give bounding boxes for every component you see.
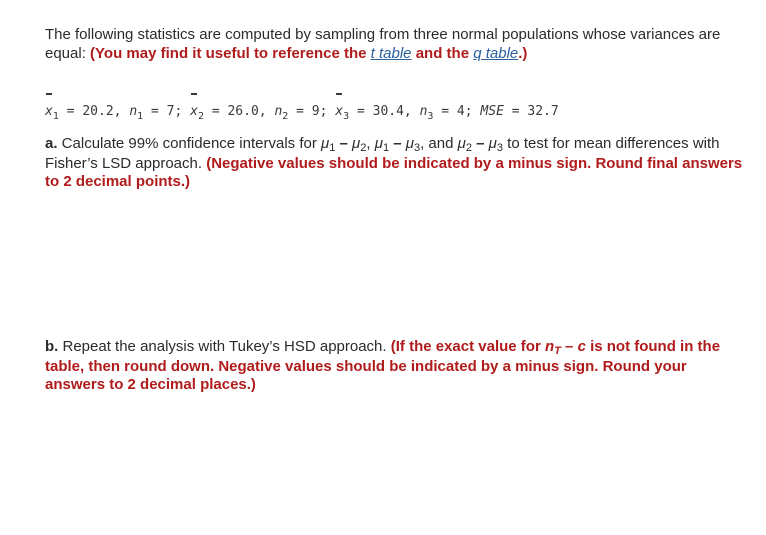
part-a-text1: Calculate 99% confidence intervals for [57,135,321,152]
part-a-question [45,135,745,192]
minus-sign: – [560,338,578,355]
n3-subscript: 3 [427,111,434,122]
part-b-question [45,338,745,395]
minus-sign: – [335,135,353,152]
n1-symbol: n [129,104,138,119]
mu-subscript: 1 [382,142,390,154]
mu-symbol: μ [488,135,497,152]
x2-subscript: 2 [197,111,204,122]
x2-value: = 26.0, [204,104,275,119]
sample-statistics [45,90,745,120]
statistics-row [45,104,559,122]
mse-value: = 32.7 [503,104,559,119]
x3-value: = 30.4, [349,104,420,119]
part-a-instruction: (Negative values should be indicated by a minus sign. Round final answers to 2 decimal points.) [45,154,743,190]
intro-text: The following statistics are computed by sampling from three normal populations whose variances are equal: [45,26,721,62]
mu-symbol: μ [405,135,414,152]
table-reference-instruction [90,45,527,62]
mu-subscript: 2 [360,142,367,154]
instruction-post: .) [518,44,528,62]
x3-subscript: 3 [343,111,350,122]
comma: , [366,135,375,152]
n2-subscript: 2 [282,111,289,122]
part-a-label: a. [45,135,58,152]
nt-subscript: T [554,345,561,357]
part-b-label: b. [45,338,59,355]
mse-symbol: MSE [480,104,504,119]
q-table-link-text: q table [473,44,519,62]
part-a-text2: to test for mean differences with Fisher’s LSD approach. [45,135,720,172]
part-b-instruction-pre: (If the exact value for [390,338,545,355]
mu-symbol: μ [321,135,330,152]
mu-subscript: 3 [496,142,503,154]
nt-symbol: n [544,338,555,355]
x1-value: = 20.2, [58,104,130,119]
question-content [45,26,745,393]
part-b-text: Repeat the analysis with Tukey’s HSD approach. [58,338,391,355]
intro-paragraph [45,26,745,63]
instruction-pre: (You may find it useful to reference the [90,44,371,62]
mu-subscript: 1 [329,142,336,154]
part-b-instruction-post: is not found in the table, then round down. Negative values should be indicated by a minus sign. Round your answers to 2 decimal places.) [45,338,721,393]
mu-symbol: μ [457,135,466,152]
x2-bar: x [190,104,198,119]
mu-symbol: μ [374,135,383,152]
minus-sign: – [389,135,406,152]
mu-subscript: 2 [465,142,472,154]
q-table-link[interactable] [473,45,518,62]
n1-subscript: 1 [137,111,144,122]
x1-subscript: 1 [52,111,59,122]
n2-symbol: n [274,104,283,119]
minus-sign: – [471,135,489,152]
instruction-mid: and the [411,44,474,62]
n2-value: = 9; [288,104,336,119]
t-table-link[interactable] [371,45,412,62]
n1-value: = 7; [143,104,191,119]
c-symbol: c [577,338,586,355]
and-text: , and [420,135,458,152]
x1-bar: x [45,104,53,119]
n3-value: = 4; [433,104,481,119]
mu-subscript: 3 [413,142,421,154]
n3-symbol: n [419,104,428,119]
mu-symbol: μ [352,135,361,152]
x3-bar: x [335,104,344,119]
t-table-link-text: t table [370,44,412,62]
